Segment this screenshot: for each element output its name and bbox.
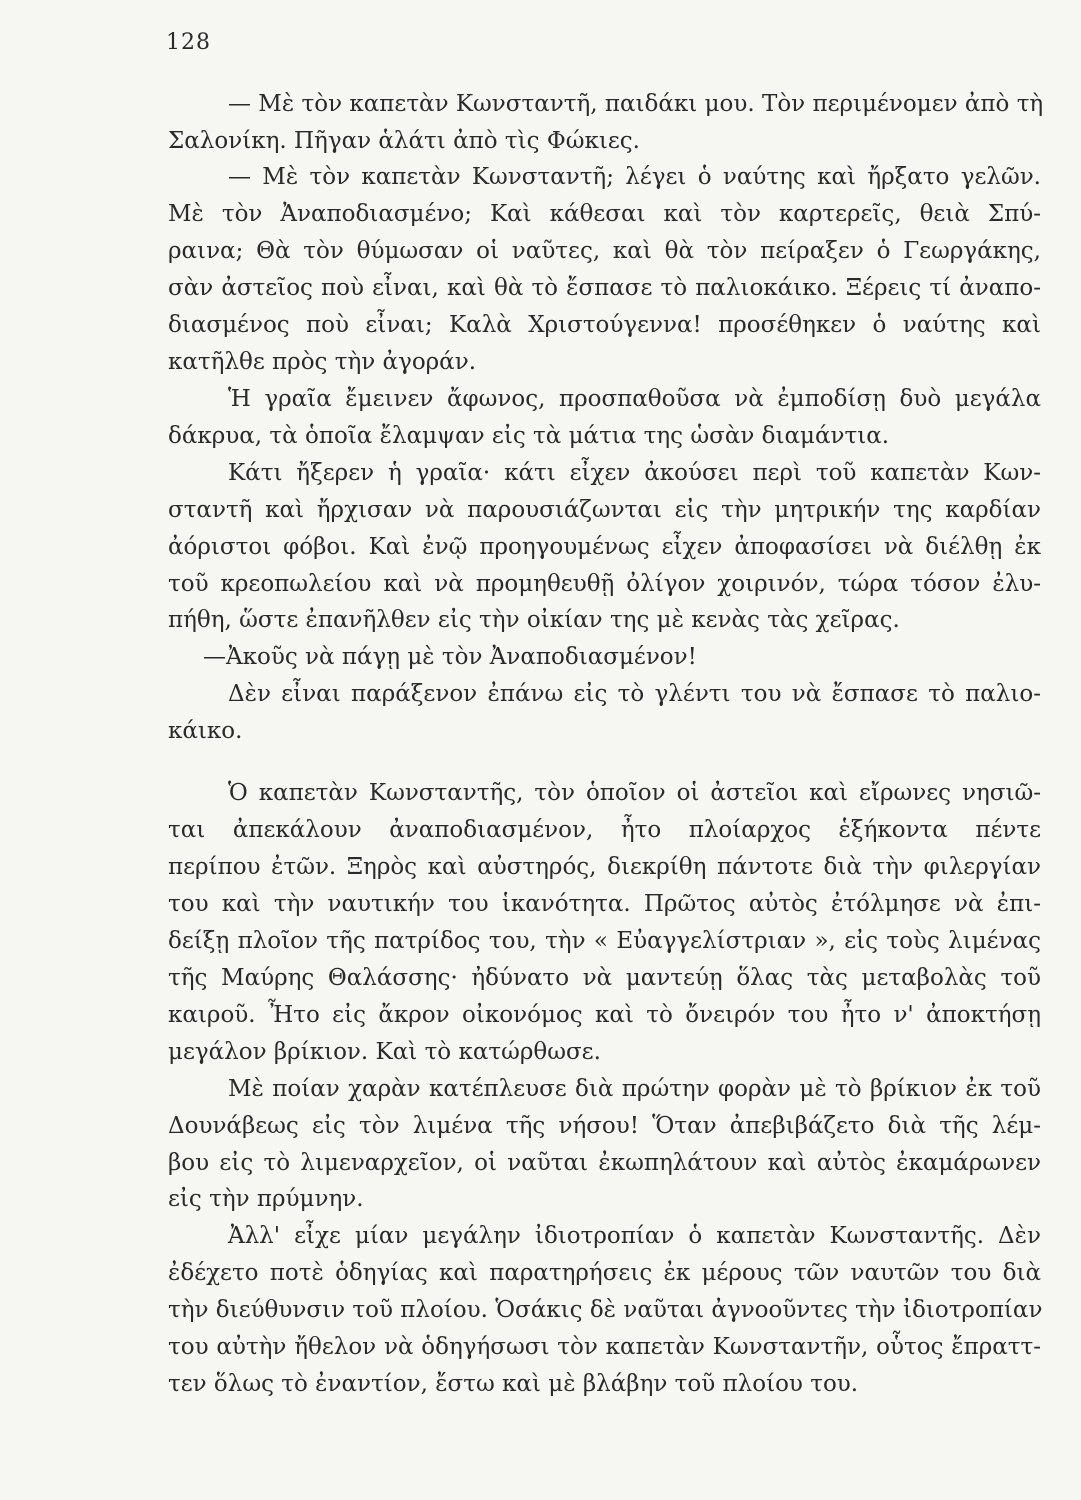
text-line: καιροῦ. Ἦτο εἰς ἄκρον οἰκονόμος καὶ τὸ ὄνειρόν του ἦτο ν' ἀποκτήσῃ xyxy=(168,1002,1041,1028)
text-line: βου εἰς τὸ λιμεναρχεῖον, οἱ ναῦται ἐκωπηλάτουν καὶ αὐτὸς ἐκαμάρωνεν xyxy=(168,1150,1041,1176)
text-line: σὰν ἀστεῖος ποὺ εἶναι, καὶ θὰ τὸ ἔσπασε τὸ παλιοκάικο. Ξέρεις τί ἀναπο- xyxy=(168,275,1041,301)
text-line: ται ἀπεκάλουν ἀναποδιασμένον, ἦτο πλοίαρχος ἑξήκοντα πέντε xyxy=(168,817,1041,843)
text-line: του αὐτὴν ἤθελον νὰ ὁδηγήσωσι τὸν καπετὰν Κωνσταντῆν, οὗτος ἔπραττ- xyxy=(168,1334,1041,1360)
text-line: του καὶ τὴν ναυτικήν του ἱκανότητα. Πρῶτος αὐτὸς ἐτόλμησε νὰ ἐπι- xyxy=(168,891,1041,917)
text-line: σταντῆ καὶ ἤρχισαν νὰ παρουσιάζωνται εἰς τὴν μητρικήν της καρδίαν xyxy=(168,497,1041,523)
text-line: τοῦ κρεοπωλείου καὶ νὰ προμηθευθῇ ὀλίγον χοιρινόν, τώρα τόσον ἐλυ- xyxy=(168,571,1041,597)
text-line: Δουνάβεως εἰς τὸν λιμένα τῆς νήσου! Ὅταν ἀπεβιβάζετο διὰ τῆς λέμ- xyxy=(168,1113,1041,1139)
text-line: περίπου ἐτῶν. Ξηρὸς καὶ αὐστηρός, διεκρίθη πάντοτε διὰ τὴν φιλεργίαν xyxy=(168,854,1041,880)
text-line: εἰς τὴν πρύμνην. xyxy=(168,1186,364,1212)
page-number: 128 xyxy=(166,30,211,55)
text-line: —Ἀκοῦς νὰ πάγῃ μὲ τὸν Ἀναποδιασμένον! xyxy=(203,644,697,670)
text-line: Μὲ τὸν Ἀναποδιασμένο; Καὶ κάθεσαι καὶ τὸν καρτερεῖς, θειὰ Σπύ- xyxy=(168,201,1041,227)
text-line: κατῆλθε πρὸς τὴν ἀγοράν. xyxy=(168,349,477,375)
text-line: — Μὲ τὸν καπετὰν Κωνσταντῆ; λέγει ὁ ναύτης καὶ ἤρξατο γελῶν. xyxy=(228,164,1041,190)
text-line: μεγάλον βρίκιον. Καὶ τὸ κατώρθωσε. xyxy=(168,1039,601,1065)
text-line: — Μὲ τὸν καπετὰν Κωνσταντῆ, παιδάκι μου. Τὸν περιμένομεν ἀπὸ τὴ xyxy=(228,91,1044,117)
text-line: τῆς Μαύρης Θαλάσσης· ἠδύνατο νὰ μαντεύῃ ὅλας τὰς μεταβολὰς τοῦ xyxy=(168,965,1041,991)
text-line: ἀόριστοι φόβοι. Καὶ ἐνῷ προηγουμένως εἶχεν ἀποφασίσει νὰ διέλθῃ ἐκ xyxy=(168,534,1041,560)
text-line: τεν ὅλως τὸ ἐναντίον, ἔστω καὶ μὲ βλάβην τοῦ πλοίου του. xyxy=(168,1371,859,1397)
text-line: πήθη, ὥστε ἐπανῆλθεν εἰς τὴν οἰκίαν της μὲ κενὰς τὰς χεῖρας. xyxy=(168,607,900,633)
text-line: Σαλονίκη. Πῆγαν ἁλάτι ἀπὸ τὶς Φώκιες. xyxy=(168,128,640,154)
text-line: Κάτι ἤξερεν ἡ γραῖα· κάτι εἶχεν ἀκούσει περὶ τοῦ καπετὰν Κων- xyxy=(228,460,1041,486)
text-line: δάκρυα, τὰ ὁποῖα ἔλαμψαν εἰς τὰ μάτια της ὡσὰν διαμάντια. xyxy=(168,423,890,449)
text-line: Ἀλλ' εἶχε μίαν μεγάλην ἰδιοτροπίαν ὁ καπετὰν Κωνσταντῆς. Δὲν xyxy=(228,1223,1041,1249)
text-line: Ὁ καπετὰν Κωνσταντῆς, τὸν ὁποῖον οἱ ἀστεῖοι καὶ εἴρωνες νησιῶ- xyxy=(228,780,1041,806)
text-line: Ἡ γραῖα ἔμεινεν ἄφωνος, προσπαθοῦσα νὰ ἐμποδίσῃ δυὸ μεγάλα xyxy=(228,386,1041,412)
text-line: ραινα; Θὰ τὸν θύμωσαν οἱ ναῦτες, καὶ θὰ τὸν πείραξεν ὁ Γεωργάκης, xyxy=(168,238,1041,264)
text-line: ἐδέχετο ποτὲ ὁδηγίας καὶ παρατηρήσεις ἐκ μέρους τῶν ναυτῶν του διὰ xyxy=(168,1260,1041,1286)
text-line: τὴν διεύθυνσιν τοῦ πλοίου. Ὁσάκις δὲ ναῦται ἀγνοοῦντες τὴν ἰδιοτροπίαν xyxy=(168,1297,1043,1323)
text-line: κάικο. xyxy=(168,718,243,744)
text-line: δείξῃ πλοῖον τῆς πατρίδος του, τὴν « Εὐαγγελίστριαν », εἰς τοὺς λιμένας xyxy=(168,928,1041,954)
text-line: Δὲν εἶναι παράξενον ἐπάνω εἰς τὸ γλέντι του νὰ ἔσπασε τὸ παλιο- xyxy=(228,681,1041,707)
text-line: Μὲ ποίαν χαρὰν κατέπλευσε διὰ πρώτην φορὰν μὲ τὸ βρίκιον ἐκ τοῦ xyxy=(228,1076,1041,1102)
text-line: διασμένος ποὺ εἶναι; Καλὰ Χριστούγεννα! προσέθηκεν ὁ ναύτης καὶ xyxy=(168,312,1041,338)
